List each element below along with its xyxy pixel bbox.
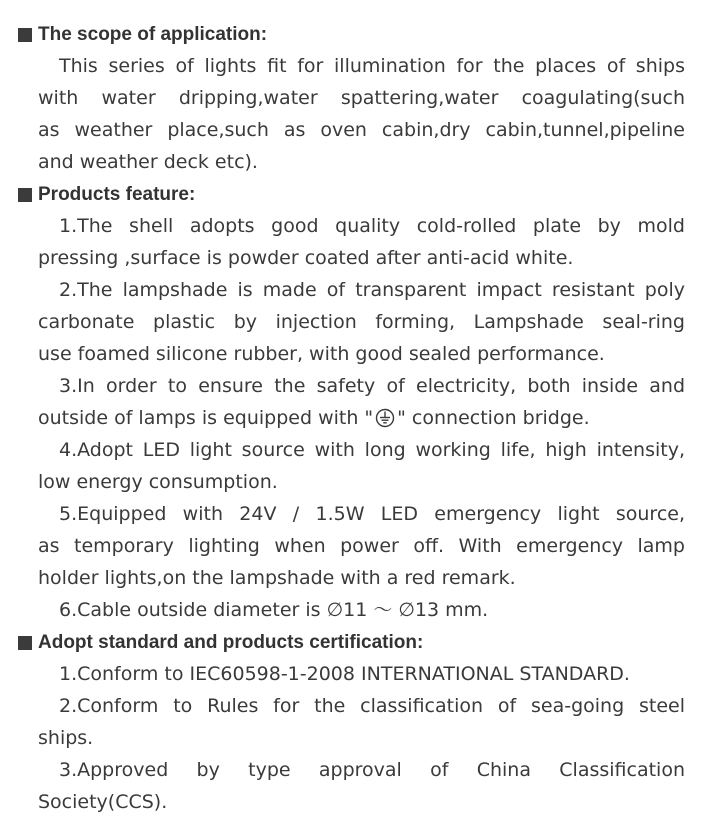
ground-symbol-icon <box>375 408 395 428</box>
text-segment: " connection bridge. <box>397 407 590 429</box>
text-line: This series of lights fit for illumination for the places of ships <box>59 55 685 77</box>
text-segment: outside of lamps is equipped with " <box>38 407 374 429</box>
text-line: 5.Equipped with 24V / 1.5W LED emergency light source, <box>59 503 685 525</box>
text-line: and weather deck etc). <box>38 151 258 173</box>
text-line: 6.Cable outside diameter is ∅11 ～ ∅13 mm. <box>59 599 489 621</box>
text-line: with water dripping,water spattering,water coagulating(such <box>38 87 685 109</box>
text-line: 1.Conform to IEC60598-1-2008 INTERNATIONAL STANDARD. <box>59 663 630 685</box>
section-heading-certification <box>18 631 423 655</box>
text-line: low energy consumption. <box>38 471 278 493</box>
text-line-ground-symbol <box>38 402 685 434</box>
text-line: 4.Adopt LED light source with long working life, high intensity, <box>59 439 685 461</box>
text-line: Society(CCS). <box>38 791 168 813</box>
text-line: 3.Approved by type approval of China Classification <box>59 759 685 781</box>
text-line: 2.Conform to Rules for the classification of sea-going steel <box>59 695 685 717</box>
text-line: carbonate plastic by injection forming, Lampshade seal-ring <box>38 311 685 333</box>
section-heading-features <box>18 183 195 207</box>
text-line: 1.The shell adopts good quality cold-rolled plate by mold <box>59 215 685 237</box>
text-line: holder lights,on the lampshade with a red remark. <box>38 567 516 589</box>
text-line: 2.The lampshade is made of transparent impact resistant poly <box>59 279 685 301</box>
square-bullet-icon <box>18 28 32 42</box>
section-heading-text: Adopt standard and products certification: <box>38 632 424 653</box>
text-line: pressing ,surface is powder coated after anti-acid white. <box>38 247 574 269</box>
section-heading-scope <box>18 23 267 47</box>
text-line: 3.In order to ensure the safety of electricity, both inside and <box>59 375 685 397</box>
text-line: as temporary lighting when power off. With emergency lamp <box>38 535 685 557</box>
section-heading-text: The scope of application: <box>38 24 268 45</box>
square-bullet-icon <box>18 188 32 202</box>
square-bullet-icon <box>18 636 32 650</box>
text-line: as weather place,such as oven cabin,dry cabin,tunnel,pipeline <box>38 119 685 141</box>
text-line: use foamed silicone rubber, with good sealed performance. <box>38 343 605 365</box>
text-line: ships. <box>38 727 94 749</box>
section-heading-text: Products feature: <box>38 184 196 205</box>
